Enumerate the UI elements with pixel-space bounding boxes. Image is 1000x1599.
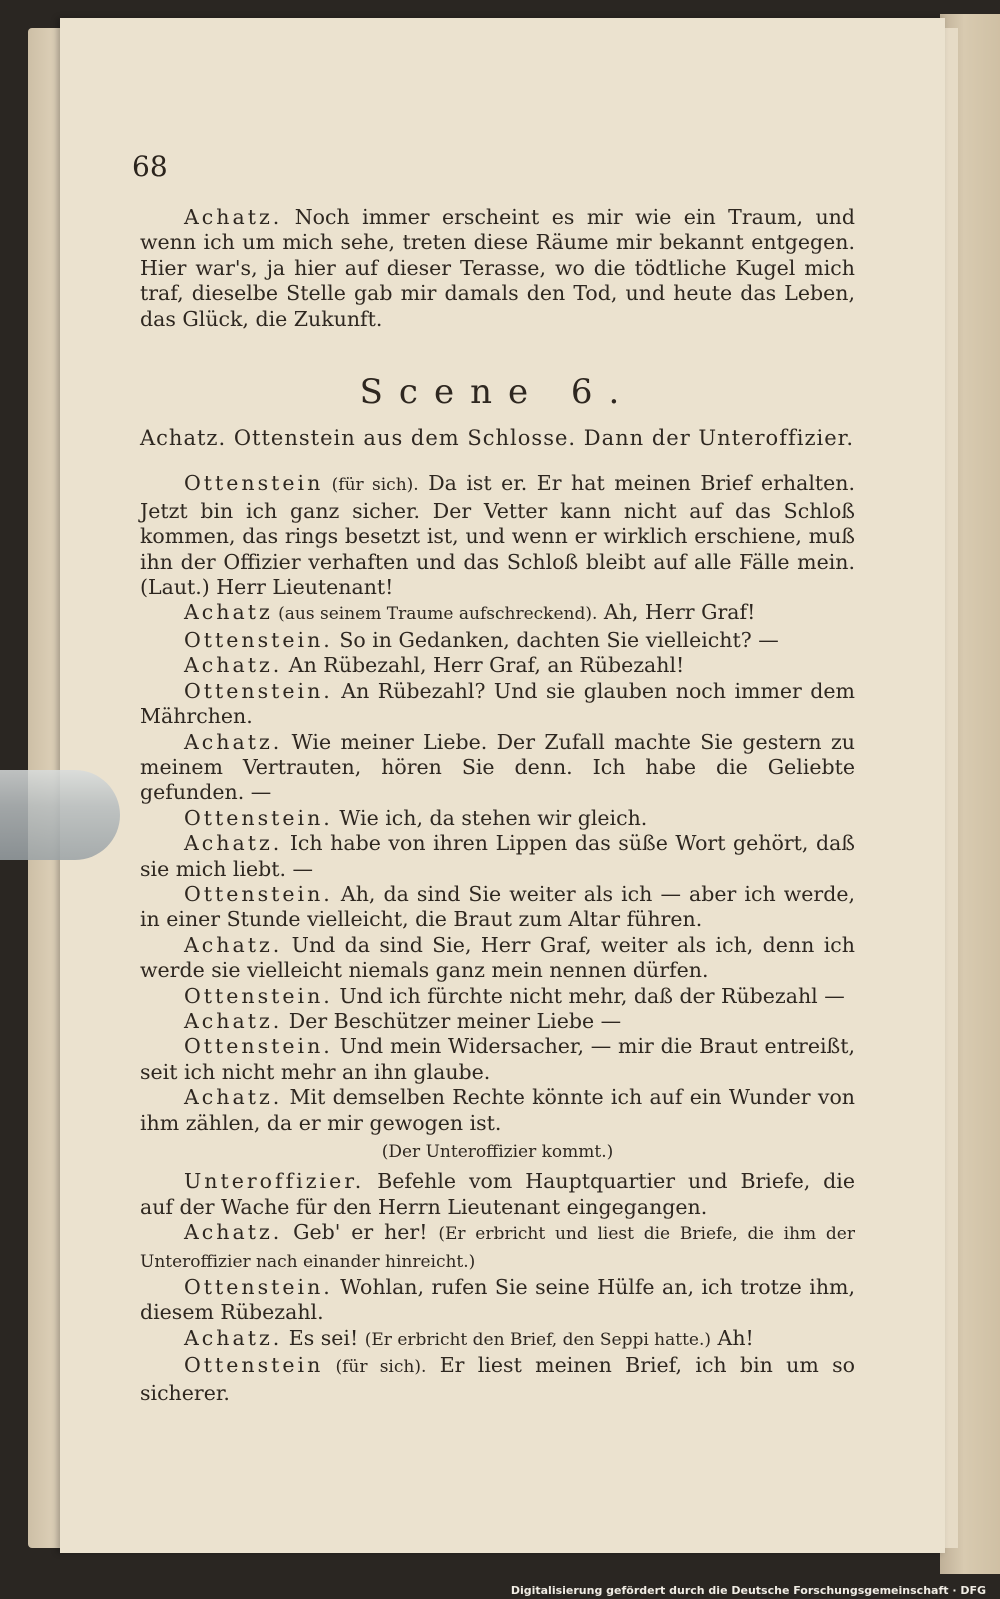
dialogue-line [140, 831, 855, 882]
thumb-shadow [0, 770, 120, 860]
speaker: Achatz. [184, 1220, 283, 1245]
page-number: 68 [132, 150, 168, 183]
footer-credit: Digitalisierung gefördert durch die Deutsche Forschungsgemeinschaft · DFG [510, 1584, 986, 1597]
speaker: Ottenstein [184, 1353, 324, 1378]
speaker: Ottenstein. [184, 983, 333, 1008]
speaker: Achatz. [184, 205, 283, 229]
stage-note: (aus seinem Traume aufschreckend). [272, 604, 598, 625]
dialogue-line [140, 806, 855, 831]
stage-note: (für sich). [323, 1357, 427, 1378]
scene-title: Scene 6. [359, 372, 636, 413]
speaker: Achatz. [184, 831, 283, 856]
speech: An Rübezahl? Und sie glauben noch immer dem Mährchen. [140, 678, 855, 729]
speaker: Ottenstein. [184, 1275, 333, 1300]
stage-direction: (Der Unteroffizier kommt.) [381, 1142, 614, 1162]
speech: Befehle vom Hauptquartier und Briefe, die auf der Wache für den Herrn Lieutenant eingegangen. [140, 1169, 855, 1219]
dialogue-line [140, 679, 855, 730]
speaker: Ottenstein. [184, 805, 333, 830]
speech: Und ich fürchte nicht mehr, daß der Rübezahl — [332, 983, 845, 1008]
speech: Ah! [711, 1325, 754, 1350]
speaker: Achatz. [184, 1325, 283, 1350]
dialogue [140, 471, 855, 1136]
speech: Mit demselben Rechte könnte ich auf ein Wunder von ihm zählen, da er mir gewogen ist. [140, 1085, 855, 1135]
speech: So in Gedanken, dachten Sie vielleicht? — [332, 627, 779, 652]
stage-note: (Er erbricht und liest die Briefe, die ihm der Unteroffizier nach einander hinreicht.) [140, 1224, 855, 1272]
dialogue-line [140, 471, 855, 600]
speaker: Achatz. [184, 1008, 283, 1033]
speaker: Ottenstein. [184, 881, 333, 906]
speech: Ah, da sind Sie weiter als ich — aber ich werde, in einer Stunde vielleicht, die Braut zum Altar führen. [140, 881, 855, 932]
speaker: Achatz. [184, 1085, 283, 1110]
speaker: Unteroffizier. [184, 1169, 365, 1194]
stage-note: (für sich). [323, 475, 419, 496]
speech: Ich habe von ihren Lippen das süße Wort gehört, daß sie mich liebt. — [140, 831, 855, 881]
speech: Wie ich, da stehen wir gleich. [332, 805, 648, 830]
dialogue-line [140, 1353, 855, 1406]
speech: Es sei! [282, 1325, 365, 1350]
speaker: Ottenstein [184, 471, 324, 496]
speaker: Achatz. [184, 729, 283, 754]
cast-line: Achatz. Ottenstein aus dem Schlosse. Dann der Unteroffizier. [140, 426, 855, 451]
dialogue-line [140, 933, 855, 984]
stage-note: (Er erbricht den Brief, den Seppi hatte.) [364, 1329, 712, 1350]
dialogue-line [140, 882, 855, 933]
dialogue-line [140, 1275, 855, 1326]
dialogue-after [140, 1169, 855, 1406]
dialogue-line [140, 984, 855, 1009]
dialogue-line [140, 1169, 855, 1220]
speaker: Ottenstein. [184, 678, 333, 703]
speaker: Ottenstein. [184, 1034, 333, 1059]
opening-paragraph [140, 205, 855, 332]
dialogue-line [140, 653, 855, 678]
dialogue-line [140, 1009, 855, 1034]
speech: Wie meiner Liebe. Der Zufall machte Sie gestern zu meinem Vertrauten, hören Sie denn. Ich habe die Geliebte gefunden. — [140, 729, 855, 805]
speaker: Ottenstein. [184, 627, 333, 652]
dialogue-line [140, 1326, 855, 1353]
speech: Noch immer erscheint es mir wie ein Traum, und wenn ich um mich sehe, treten diese Räume mir bekannt entgegen. Hier war's, ja hier auf dieser Terasse, wo die tödtliche Kugel mich traf, dieselbe Stelle gab mir damals den Tod, und heute das Leben, das Glück, die Zukunft. [140, 205, 855, 331]
dialogue-line [140, 600, 855, 627]
speech: Und mein Widersacher, — mir die Braut entreißt, seit ich nicht mehr an ihn glaube. [140, 1034, 855, 1084]
dialogue-line [140, 628, 855, 653]
dialogue-line [140, 1220, 855, 1275]
speech: Er liest meinen Brief, ich bin um so sicherer. [140, 1353, 855, 1405]
dialogue-line [140, 1034, 855, 1085]
speech: Ah, Herr Graf! [597, 600, 756, 625]
speech: An Rübezahl, Herr Graf, an Rübezahl! [282, 653, 685, 678]
speaker: Achatz [184, 600, 273, 625]
speech: Der Beschützer meiner Liebe — [282, 1008, 622, 1033]
dialogue-line [140, 1085, 855, 1136]
speech: Wohlan, rufen Sie seine Hülfe an, ich trotze ihm, diesem Rübezahl. [140, 1275, 855, 1325]
speech: Da ist er. Er hat meinen Brief erhalten. Jetzt bin ich ganz sicher. Der Vetter kann nicht auf das Schloß kommen, das rings besetzt ist, und wenn er wirklich erschiene, muß ihn der Offizier verhaften und das Schloß bleibt auf alle Fälle mein. (Laut.) Herr Lieutenant! [140, 471, 855, 600]
dialogue-line [140, 730, 855, 806]
text-block [140, 205, 855, 1406]
speech: Und da sind Sie, Herr Graf, weiter als ich, denn ich werde sie vielleicht niemals ganz mein nennen dürfen. [140, 932, 855, 983]
speaker: Achatz. [184, 932, 283, 957]
speaker: Achatz. [184, 653, 283, 678]
speech: Geb' er her! [282, 1220, 439, 1245]
